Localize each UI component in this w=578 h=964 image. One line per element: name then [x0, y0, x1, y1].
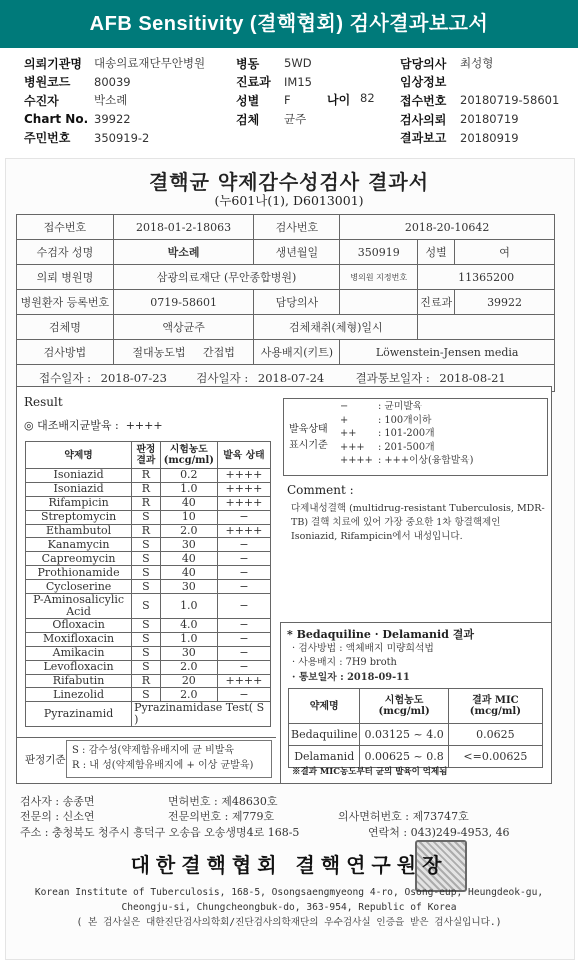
header-field-label: Chart No.	[24, 112, 89, 127]
drug-concentration: 2.0	[160, 660, 217, 674]
header-field-value	[460, 73, 559, 92]
institute-name: 대한결핵협회 결핵연구원장	[130, 853, 448, 877]
drug-growth: −	[217, 566, 270, 580]
drug-concentration: 30	[160, 646, 217, 660]
drug-row	[26, 566, 271, 580]
test-no: 2018-20-10642	[340, 215, 555, 240]
legend-label-line: 발육상태	[289, 424, 328, 435]
header-field-label: 검사의뢰	[400, 112, 447, 127]
medium-label: 사용배지(키트)	[254, 340, 340, 365]
header-field-label: 주민번호	[24, 131, 71, 146]
institute-address-line: ( 본 검사실은 대한진단검사의학회/진단검사의학재단의 우수검사실 인증을 받은 검사실입니다.)	[76, 917, 502, 928]
col-judgement: 판정 결과	[132, 442, 161, 469]
legend-item	[340, 400, 473, 414]
drug-growth: ++++	[217, 496, 270, 510]
drug-judgement: S	[132, 594, 161, 619]
legend-item	[340, 414, 473, 428]
dept: 39922	[455, 290, 555, 315]
header-field-label: 병동	[236, 56, 260, 71]
drug-name: Isoniazid	[26, 469, 132, 483]
drug-growth: −	[217, 619, 270, 633]
legend-label-line: 표시기준	[289, 440, 328, 451]
header-field-label: 의뢰기관명	[24, 56, 82, 71]
header-field-label: 임상정보	[400, 75, 447, 90]
col-concentration: 시험농도 (mcg/ml)	[160, 442, 217, 469]
drug-row	[26, 688, 271, 702]
legend-symbol: ++	[340, 428, 357, 440]
hospital-reg-no: 0719-58601	[113, 290, 254, 315]
test-no-label: 검사번호	[254, 215, 340, 240]
drug-susceptibility-table	[25, 441, 271, 727]
drug-name: Rifabutin	[26, 674, 132, 688]
drug-concentration: 40	[160, 566, 217, 580]
designation-label: 병의원 지정번호	[340, 265, 418, 290]
drug-name: Isoniazid	[26, 482, 132, 496]
collect-date	[418, 315, 555, 340]
control-value: ++++	[125, 419, 163, 432]
pza-name: Pyrazinamid	[26, 702, 132, 727]
patient-label: 수검자 성명	[17, 240, 114, 265]
examiner-license: 면허번호 : 제48630호	[168, 795, 278, 808]
drug-judgement: S	[132, 510, 161, 524]
header-field-value: 균주	[284, 112, 307, 127]
header-field-label: 병원코드	[24, 75, 71, 90]
drug-row	[26, 594, 271, 619]
drug-concentration: 10	[160, 510, 217, 524]
bd-title: * Bedaquiline · Delamanid 결과	[287, 628, 474, 641]
drug-concentration: 2.0	[160, 524, 217, 538]
bd-line: · 사용배지 : 7H9 broth	[292, 657, 397, 669]
header-field-label: 검체	[236, 112, 260, 127]
hospital-reg-label: 병원환자 등록번호	[17, 290, 114, 315]
result-title: Result	[24, 395, 63, 409]
drug-row	[26, 619, 271, 633]
specimen-label: 검체명	[17, 315, 114, 340]
bd-col-drug: 약제명	[289, 689, 360, 724]
drug-growth: ++++	[217, 674, 270, 688]
comment-text: 다제내성결핵 (multidrug-resistant Tuberculosis, MDR-TB) 결핵 치료에 있어 가장 중요한 1차 항결핵제인 Isoniazid, Rifampicin에서 내성입니다.	[291, 503, 545, 542]
drug-concentration: 30	[160, 538, 217, 552]
bd-method-lines	[292, 642, 434, 685]
bd-mic: <=0.00625	[448, 746, 542, 768]
institute-address-line: Cheongju-si, Chungcheongbuk-do, 363-954, Republic of Korea	[121, 902, 457, 913]
drug-name: Moxifloxacin	[26, 632, 132, 646]
institute-address-line: Korean Institute of Tuberculosis, 168-5, Osongsaengmyeong 4-ro, Osong-eup, Heungdeok-gu,	[34, 887, 544, 898]
legend-symbol: −	[340, 401, 349, 412]
report-date-label: 결과통보일자 :	[355, 371, 430, 385]
reg-no-label: 접수번호	[17, 215, 114, 240]
drug-concentration: 30	[160, 580, 217, 594]
drug-row	[26, 632, 271, 646]
bd-mic-table	[288, 688, 543, 768]
legend-symbol: +	[340, 414, 349, 426]
drug-row	[26, 674, 271, 688]
legend-meaning: : 100개이하	[378, 414, 432, 426]
drug-row	[26, 524, 271, 538]
age-label: 나이	[327, 93, 351, 107]
drug-judgement: R	[132, 482, 161, 496]
drug-concentration: 40	[160, 496, 217, 510]
dob: 350919	[340, 240, 418, 265]
bd-drug-name: Delamanid	[289, 746, 360, 768]
drug-row	[26, 510, 271, 524]
drug-judgement: S	[132, 580, 161, 594]
drug-name: Kanamycin	[26, 538, 132, 552]
header-field-value: F	[284, 93, 291, 108]
drug-name: Ethambutol	[26, 524, 132, 538]
bd-line: · 검사방법 : 액체배지 미량희석법	[292, 643, 434, 654]
drug-growth: ++++	[217, 469, 270, 483]
legend-meaning: : +++이상(융합발육)	[378, 455, 474, 467]
header-field-value: 20180919	[460, 130, 519, 145]
legend-meaning: : 균미발육	[378, 401, 423, 412]
patient-name: 박소례	[113, 240, 254, 265]
drug-name: Ofloxacin	[26, 619, 132, 633]
examiner: 검사자 : 송종면	[20, 795, 95, 808]
header-field-value: 80039	[94, 74, 131, 89]
header-field-label: 진료과	[236, 75, 271, 90]
drug-row	[26, 482, 271, 496]
col-drug: 약제명	[26, 442, 132, 469]
bd-col-mic: 결과 MIC (mcg/ml)	[448, 689, 542, 724]
criteria-line: R : 내 성(약제함유배지에 + 이상 균발육)	[72, 760, 254, 771]
drug-row	[26, 496, 271, 510]
collect-label: 검체채취(체형)일시	[254, 315, 418, 340]
header-field-label: 수진자	[24, 93, 59, 108]
drug-judgement: R	[132, 469, 161, 483]
drug-concentration: 1.0	[160, 594, 217, 619]
contact: 연락처 : 043)249-4953, 46	[368, 826, 510, 839]
header-field-value: 20180719	[460, 112, 519, 127]
drug-concentration: 0.2	[160, 469, 217, 483]
doctor-label: 담당의사	[254, 290, 340, 315]
legend-symbol: +++	[340, 441, 365, 453]
bd-mic: 0.0625	[448, 724, 542, 746]
header-field-value: 20180719-58601	[460, 93, 560, 108]
criteria-line: S : 감수성(약제함유배지에 균 비발육	[72, 745, 235, 756]
drug-growth: −	[217, 688, 270, 702]
bd-conc: 0.00625 ~ 0.8	[360, 746, 448, 768]
drug-concentration: 4.0	[160, 619, 217, 633]
comment-title: Comment :	[287, 483, 354, 497]
legend-symbol: ++++	[340, 455, 373, 467]
drug-judgement: S	[132, 538, 161, 552]
report-date: 2018-08-21	[439, 371, 506, 385]
bd-col-conc: 시험농도 (mcg/ml)	[360, 689, 448, 724]
drug-growth: −	[217, 632, 270, 646]
medium: Löwenstein-Jensen media	[340, 340, 555, 365]
header-field-value: IM15	[284, 74, 312, 89]
drug-judgement: R	[132, 524, 161, 538]
drug-growth: −	[217, 552, 270, 566]
drug-judgement: S	[132, 688, 161, 702]
bd-drug-name: Bedaquiline	[289, 724, 360, 746]
method-absolute: 절대농도법	[132, 346, 186, 359]
specialist-no: 전문의번호 : 제779호	[168, 810, 275, 823]
header-field-label: 담당의사	[400, 56, 447, 71]
method-label: 검사방법	[17, 340, 114, 365]
pza-test: Pyrazinamidase Test( S )	[132, 702, 271, 727]
drug-growth: −	[217, 594, 270, 619]
drug-growth: ++++	[217, 524, 270, 538]
drug-judgement: S	[132, 646, 161, 660]
growth-legend-label	[289, 422, 328, 454]
legend-meaning: : 101-200개	[378, 428, 435, 440]
drug-name: Linezolid	[26, 688, 132, 702]
header-field-label: 접수번호	[400, 93, 447, 108]
header-field-value: 39922	[94, 112, 131, 127]
bd-footnote: ※결과 MIC농도부터 균의 발육이 억제됨	[292, 767, 448, 777]
growth-legend-list	[340, 400, 473, 468]
drug-growth: −	[217, 580, 270, 594]
drug-name: Levofloxacin	[26, 660, 132, 674]
drug-row	[26, 469, 271, 483]
drug-growth: −	[217, 660, 270, 674]
drug-judgement: S	[132, 566, 161, 580]
drug-growth: −	[217, 646, 270, 660]
specimen-info-table	[16, 214, 555, 392]
hospital-label: 의뢰 병원명	[17, 265, 114, 290]
drug-concentration: 40	[160, 552, 217, 566]
reg-no: 2018-01-2-18063	[113, 215, 254, 240]
sex-label: 성별	[418, 240, 455, 265]
drug-row	[26, 580, 271, 594]
drug-name: P-Aminosalicylic Acid	[26, 594, 132, 619]
drug-judgement: R	[132, 496, 161, 510]
recv-date: 2018-07-23	[100, 371, 167, 385]
legend-item	[340, 427, 473, 441]
bd-conc: 0.03125 ~ 4.0	[360, 724, 448, 746]
report-banner: AFB Sensitivity (결핵협회) 검사결과보고서	[0, 0, 578, 48]
method	[113, 340, 254, 365]
drug-concentration: 1.0	[160, 632, 217, 646]
header-field-value: 최성형	[460, 56, 494, 71]
recv-label: 접수일자 :	[39, 371, 91, 385]
header-field-value: 박소례	[94, 93, 128, 108]
drug-judgement: S	[132, 552, 161, 566]
drug-row	[26, 538, 271, 552]
header-field-value: 5WD	[284, 56, 312, 71]
drug-judgement: S	[132, 660, 161, 674]
legend-meaning: : 201-500개	[378, 441, 435, 453]
drug-judgement: R	[132, 674, 161, 688]
address: 주소 : 충청북도 청주시 흥덕구 오송읍 오송생명4로 168-5	[20, 826, 300, 839]
drug-name: Rifampicin	[26, 496, 132, 510]
method-indirect: 간접법	[202, 346, 235, 359]
test-date-label: 검사일자 :	[196, 371, 249, 385]
col-growth: 발육 상태	[217, 442, 270, 469]
drug-row	[26, 660, 271, 674]
header-field-label: 결과보고	[400, 131, 447, 146]
designation-no: 11365200	[418, 265, 555, 290]
drug-row	[26, 552, 271, 566]
specialist: 전문의 : 신소연	[20, 810, 95, 823]
control-label: ◎ 대조배지균발육 :	[24, 419, 119, 432]
drug-row	[26, 646, 271, 660]
dob-label: 생년월일	[254, 240, 340, 265]
drug-concentration: 1.0	[160, 482, 217, 496]
drug-name: Streptomycin	[26, 510, 132, 524]
drug-concentration: 2.0	[160, 688, 217, 702]
drug-judgement: S	[132, 619, 161, 633]
doctor-license: 의사면허번호 : 제73747호	[338, 810, 469, 823]
specimen: 액상균주	[113, 315, 254, 340]
drug-name: Capreomycin	[26, 552, 132, 566]
control-growth	[24, 417, 163, 433]
criteria-text	[72, 743, 253, 773]
drug-name: Amikacin	[26, 646, 132, 660]
age-value: 82	[360, 91, 375, 105]
criteria-label: 판정기준	[25, 754, 66, 766]
institute-address	[0, 885, 578, 930]
header-field-value: 350919-2	[94, 130, 150, 145]
drug-growth: −	[217, 510, 270, 524]
sex: 여	[455, 240, 555, 265]
legend-item	[340, 454, 473, 468]
document-title: 결핵균 약제감수성검사 결과서	[148, 170, 430, 194]
test-date: 2018-07-24	[257, 371, 325, 385]
document-subtitle: (누601나(1), D6013001)	[214, 193, 364, 208]
drug-growth: −	[217, 538, 270, 552]
drug-name: Prothionamide	[26, 566, 132, 580]
drug-name: Cycloserine	[26, 580, 132, 594]
header-field-label: 성별	[236, 93, 260, 108]
doctor-name	[340, 290, 418, 315]
drug-judgement: S	[132, 632, 161, 646]
drug-concentration: 20	[160, 674, 217, 688]
legend-item	[340, 441, 473, 455]
drug-growth: ++++	[217, 482, 270, 496]
hospital-name: 삼광의료재단 (무안종합병원)	[113, 265, 340, 290]
header-field-value: 대송의료재단무안병원	[94, 56, 206, 71]
dept-label: 진료과	[418, 290, 455, 315]
bd-line: · 통보일자 : 2018-09-11	[292, 671, 410, 683]
